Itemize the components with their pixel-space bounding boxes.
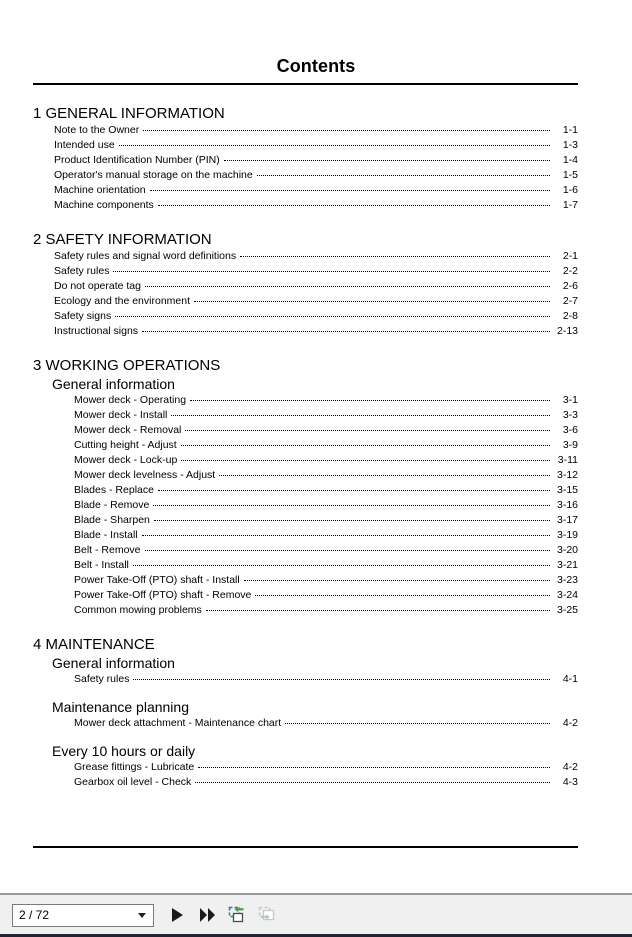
- toc-entry-label: Mower deck - Operating: [74, 394, 187, 406]
- double-triangle-icon: [200, 908, 215, 922]
- toc-entry-page: 2-13: [556, 325, 578, 337]
- toc-leader-dots: [181, 445, 550, 446]
- toc-entry[interactable]: [0, 279, 632, 294]
- toc-entry-label: Mower deck levelness - Adjust: [74, 469, 216, 481]
- toc-leader-dots: [153, 505, 550, 506]
- toc-entry-page: 4-2: [562, 717, 578, 729]
- window-back-icon: [257, 905, 277, 925]
- toc-entry-page: 4-2: [562, 761, 578, 773]
- toc-chapter-title: 1 GENERAL INFORMATION: [33, 105, 225, 122]
- toc-group-title: Every 10 hours or daily: [52, 743, 196, 759]
- chevron-down-icon: [138, 913, 146, 918]
- toc-leader-dots: [198, 767, 550, 768]
- toc-entry-page: 3-19: [556, 529, 578, 541]
- toc-entry-label: Safety rules and signal word definitions: [54, 250, 237, 262]
- toc-group: [0, 123, 632, 213]
- toc-chapter-title: 2 SAFETY INFORMATION: [33, 231, 212, 248]
- toc-leader-dots: [240, 256, 550, 257]
- page-number-select[interactable]: [12, 904, 154, 927]
- toc-entry[interactable]: [0, 468, 632, 483]
- toc-entry-page: 3-3: [562, 409, 578, 421]
- toc-entry[interactable]: [0, 153, 632, 168]
- toc-entry-label: Mower deck - Removal: [74, 424, 182, 436]
- toc-entry-label: Do not operate tag: [54, 280, 141, 292]
- toc-entry-page: 1-4: [562, 154, 578, 166]
- toc-entry-page: 1-5: [562, 169, 578, 181]
- toc-chapter: [0, 356, 632, 618]
- toc-entry-label: Blade - Remove: [74, 499, 150, 511]
- toc-leader-dots: [244, 580, 550, 581]
- toc-entry[interactable]: [0, 558, 632, 573]
- toc-entry[interactable]: [0, 498, 632, 513]
- toc-leader-dots: [219, 475, 550, 476]
- toc-entry[interactable]: [0, 294, 632, 309]
- toc-leader-dots: [113, 271, 550, 272]
- toc-entry[interactable]: [0, 408, 632, 423]
- next-page-button[interactable]: [164, 902, 190, 928]
- toc-entry-page: 3-20: [556, 544, 578, 556]
- last-page-button[interactable]: [194, 902, 220, 928]
- toc-entry-page: 2-8: [562, 310, 578, 322]
- toc-entry[interactable]: [0, 309, 632, 324]
- toc-leader-dots: [145, 550, 550, 551]
- toc-entry-label: Product Identification Number (PIN): [54, 154, 220, 166]
- toc-entry-label: Mower deck - Lock-up: [74, 454, 178, 466]
- toc-entry[interactable]: [0, 760, 632, 775]
- toc-entry-page: 3-21: [556, 559, 578, 571]
- toc-group: [0, 698, 632, 731]
- toc-entry-page: 3-12: [556, 469, 578, 481]
- toc-entry[interactable]: [0, 168, 632, 183]
- toc-entry-page: 3-16: [556, 499, 578, 511]
- toc-entry-label: Machine components: [54, 199, 154, 211]
- toc-entry-label: Common mowing problems: [74, 604, 202, 616]
- toc-entry[interactable]: [0, 672, 632, 687]
- toc-chapter: [0, 104, 632, 213]
- toc-group: [0, 742, 632, 790]
- toc-leader-dots: [133, 565, 550, 566]
- toc-leader-dots: [255, 595, 550, 596]
- toc-leader-dots: [285, 723, 550, 724]
- page-title: Contents: [276, 56, 356, 76]
- toc-entry-page: 4-1: [562, 673, 578, 685]
- toc-entry[interactable]: [0, 573, 632, 588]
- play-triangle-icon: [172, 908, 183, 922]
- toc-chapter: [0, 635, 632, 790]
- toc-leader-dots: [224, 160, 550, 161]
- toc-entry-label: Gearbox oil level - Check: [74, 776, 192, 788]
- toc-group-title: General information: [52, 376, 175, 392]
- toc-entry-page: 2-2: [562, 265, 578, 277]
- toc-leader-dots: [115, 316, 550, 317]
- toc-entry[interactable]: [0, 513, 632, 528]
- toc-entry-page: 1-3: [562, 139, 578, 151]
- toc-entry-page: 1-6: [562, 184, 578, 196]
- toc-entry-page: 3-6: [562, 424, 578, 436]
- toc-leader-dots: [171, 415, 550, 416]
- toc-entry-page: 3-11: [557, 454, 578, 466]
- toc-entry-label: Belt - Remove: [74, 544, 141, 556]
- toc-leader-dots: [158, 205, 550, 206]
- toc-leader-dots: [145, 286, 550, 287]
- toc-entry[interactable]: [0, 438, 632, 453]
- toc-group-title: General information: [52, 655, 175, 671]
- toc-entry-label: Operator's manual storage on the machine: [54, 169, 253, 181]
- toc-entry[interactable]: [0, 123, 632, 138]
- toc-leader-dots: [206, 610, 550, 611]
- toc-entry-page: 2-7: [562, 295, 578, 307]
- toc-entry-label: Ecology and the environment: [54, 295, 191, 307]
- toc-entry[interactable]: [0, 775, 632, 790]
- toc-entry-page: 2-1: [562, 250, 578, 262]
- toc-entry-page: 3-15: [556, 484, 578, 496]
- toc-entry[interactable]: [0, 249, 632, 264]
- send-to-back-button[interactable]: [254, 902, 280, 928]
- content-divider-bottom: [33, 846, 578, 848]
- toc-leader-dots: [190, 400, 550, 401]
- toc-entry[interactable]: [0, 453, 632, 468]
- toc-chapter-title: 4 MAINTENANCE: [33, 636, 155, 653]
- toc-entry-label: Belt - Install: [74, 559, 129, 571]
- toc-leader-dots: [150, 190, 550, 191]
- toc-entry-label: Safety rules: [74, 673, 130, 685]
- toc-leader-dots: [194, 301, 550, 302]
- toc-leader-dots: [142, 331, 550, 332]
- toc-group-title: Maintenance planning: [52, 699, 189, 715]
- toc-entry-page: 4-3: [562, 776, 578, 788]
- title-divider-top: [33, 83, 578, 85]
- viewer-toolbar: [0, 893, 632, 937]
- toc-entry-label: Mower deck - Install: [74, 409, 168, 421]
- toc-entry-page: 3-1: [562, 394, 578, 406]
- toc-leader-dots: [181, 460, 550, 461]
- page-number-value: 2 / 72: [19, 908, 50, 922]
- toc-group: [0, 654, 632, 687]
- toc-leader-dots: [143, 130, 550, 131]
- toc-entry-page: 2-6: [562, 280, 578, 292]
- toc-entry-label: Blade - Sharpen: [74, 514, 150, 526]
- toc-leader-dots: [133, 679, 550, 680]
- toc-leader-dots: [185, 430, 550, 431]
- toc-entry-label: Instructional signs: [54, 325, 139, 337]
- toc-entry-label: Cutting height - Adjust: [74, 439, 177, 451]
- toc-entry-page: 3-23: [556, 574, 578, 586]
- toc-leader-dots: [119, 145, 550, 146]
- toc-entry-label: Intended use: [54, 139, 115, 151]
- toc-entry-page: 1-7: [562, 199, 578, 211]
- toc-chapter-title: 3 WORKING OPERATIONS: [33, 357, 221, 374]
- toc-group: [0, 375, 632, 618]
- toc-entry[interactable]: [0, 393, 632, 408]
- toc-entry[interactable]: [0, 588, 632, 603]
- toc-entry[interactable]: [0, 138, 632, 153]
- toc-group: [0, 249, 632, 339]
- toc-entry-page: 3-9: [562, 439, 578, 451]
- toc-leader-dots: [257, 175, 550, 176]
- toc-entry-label: Power Take-Off (PTO) shaft - Remove: [74, 589, 252, 601]
- toc-leader-dots: [142, 535, 550, 536]
- toc-entry-label: Blades - Replace: [74, 484, 154, 496]
- toc-entry[interactable]: [0, 198, 632, 213]
- toc-entry-label: Mower deck attachment - Maintenance chart: [74, 717, 282, 729]
- toc-entry-label: Machine orientation: [54, 184, 146, 196]
- toc-entry-label: Power Take-Off (PTO) shaft - Install: [74, 574, 240, 586]
- toc-entry[interactable]: [0, 603, 632, 618]
- toc-entry[interactable]: [0, 528, 632, 543]
- toc-leader-dots: [158, 490, 550, 491]
- window-forward-icon: [227, 905, 247, 925]
- toc-entry[interactable]: [0, 264, 632, 279]
- toc-entry[interactable]: [0, 716, 632, 731]
- toc-entry[interactable]: [0, 324, 632, 339]
- toc-leader-dots: [195, 782, 550, 783]
- toc-entry-label: Grease fittings - Lubricate: [74, 761, 195, 773]
- table-of-contents: [0, 104, 632, 790]
- toc-entry-label: Safety rules: [54, 265, 110, 277]
- bring-to-front-button[interactable]: [224, 902, 250, 928]
- toc-leader-dots: [154, 520, 550, 521]
- toc-chapter: [0, 230, 632, 339]
- toc-entry-page: 3-17: [556, 514, 578, 526]
- toc-entry-label: Note to the Owner: [54, 124, 140, 136]
- toc-entry[interactable]: [0, 543, 632, 558]
- toc-entry-page: 3-25: [556, 604, 578, 616]
- toc-entry-label: Safety signs: [54, 310, 112, 322]
- toc-entry[interactable]: [0, 423, 632, 438]
- toc-entry-page: 1-1: [562, 124, 578, 136]
- toc-entry[interactable]: [0, 483, 632, 498]
- toc-entry-label: Blade - Install: [74, 529, 138, 541]
- toc-entry-page: 3-24: [556, 589, 578, 601]
- toc-entry[interactable]: [0, 183, 632, 198]
